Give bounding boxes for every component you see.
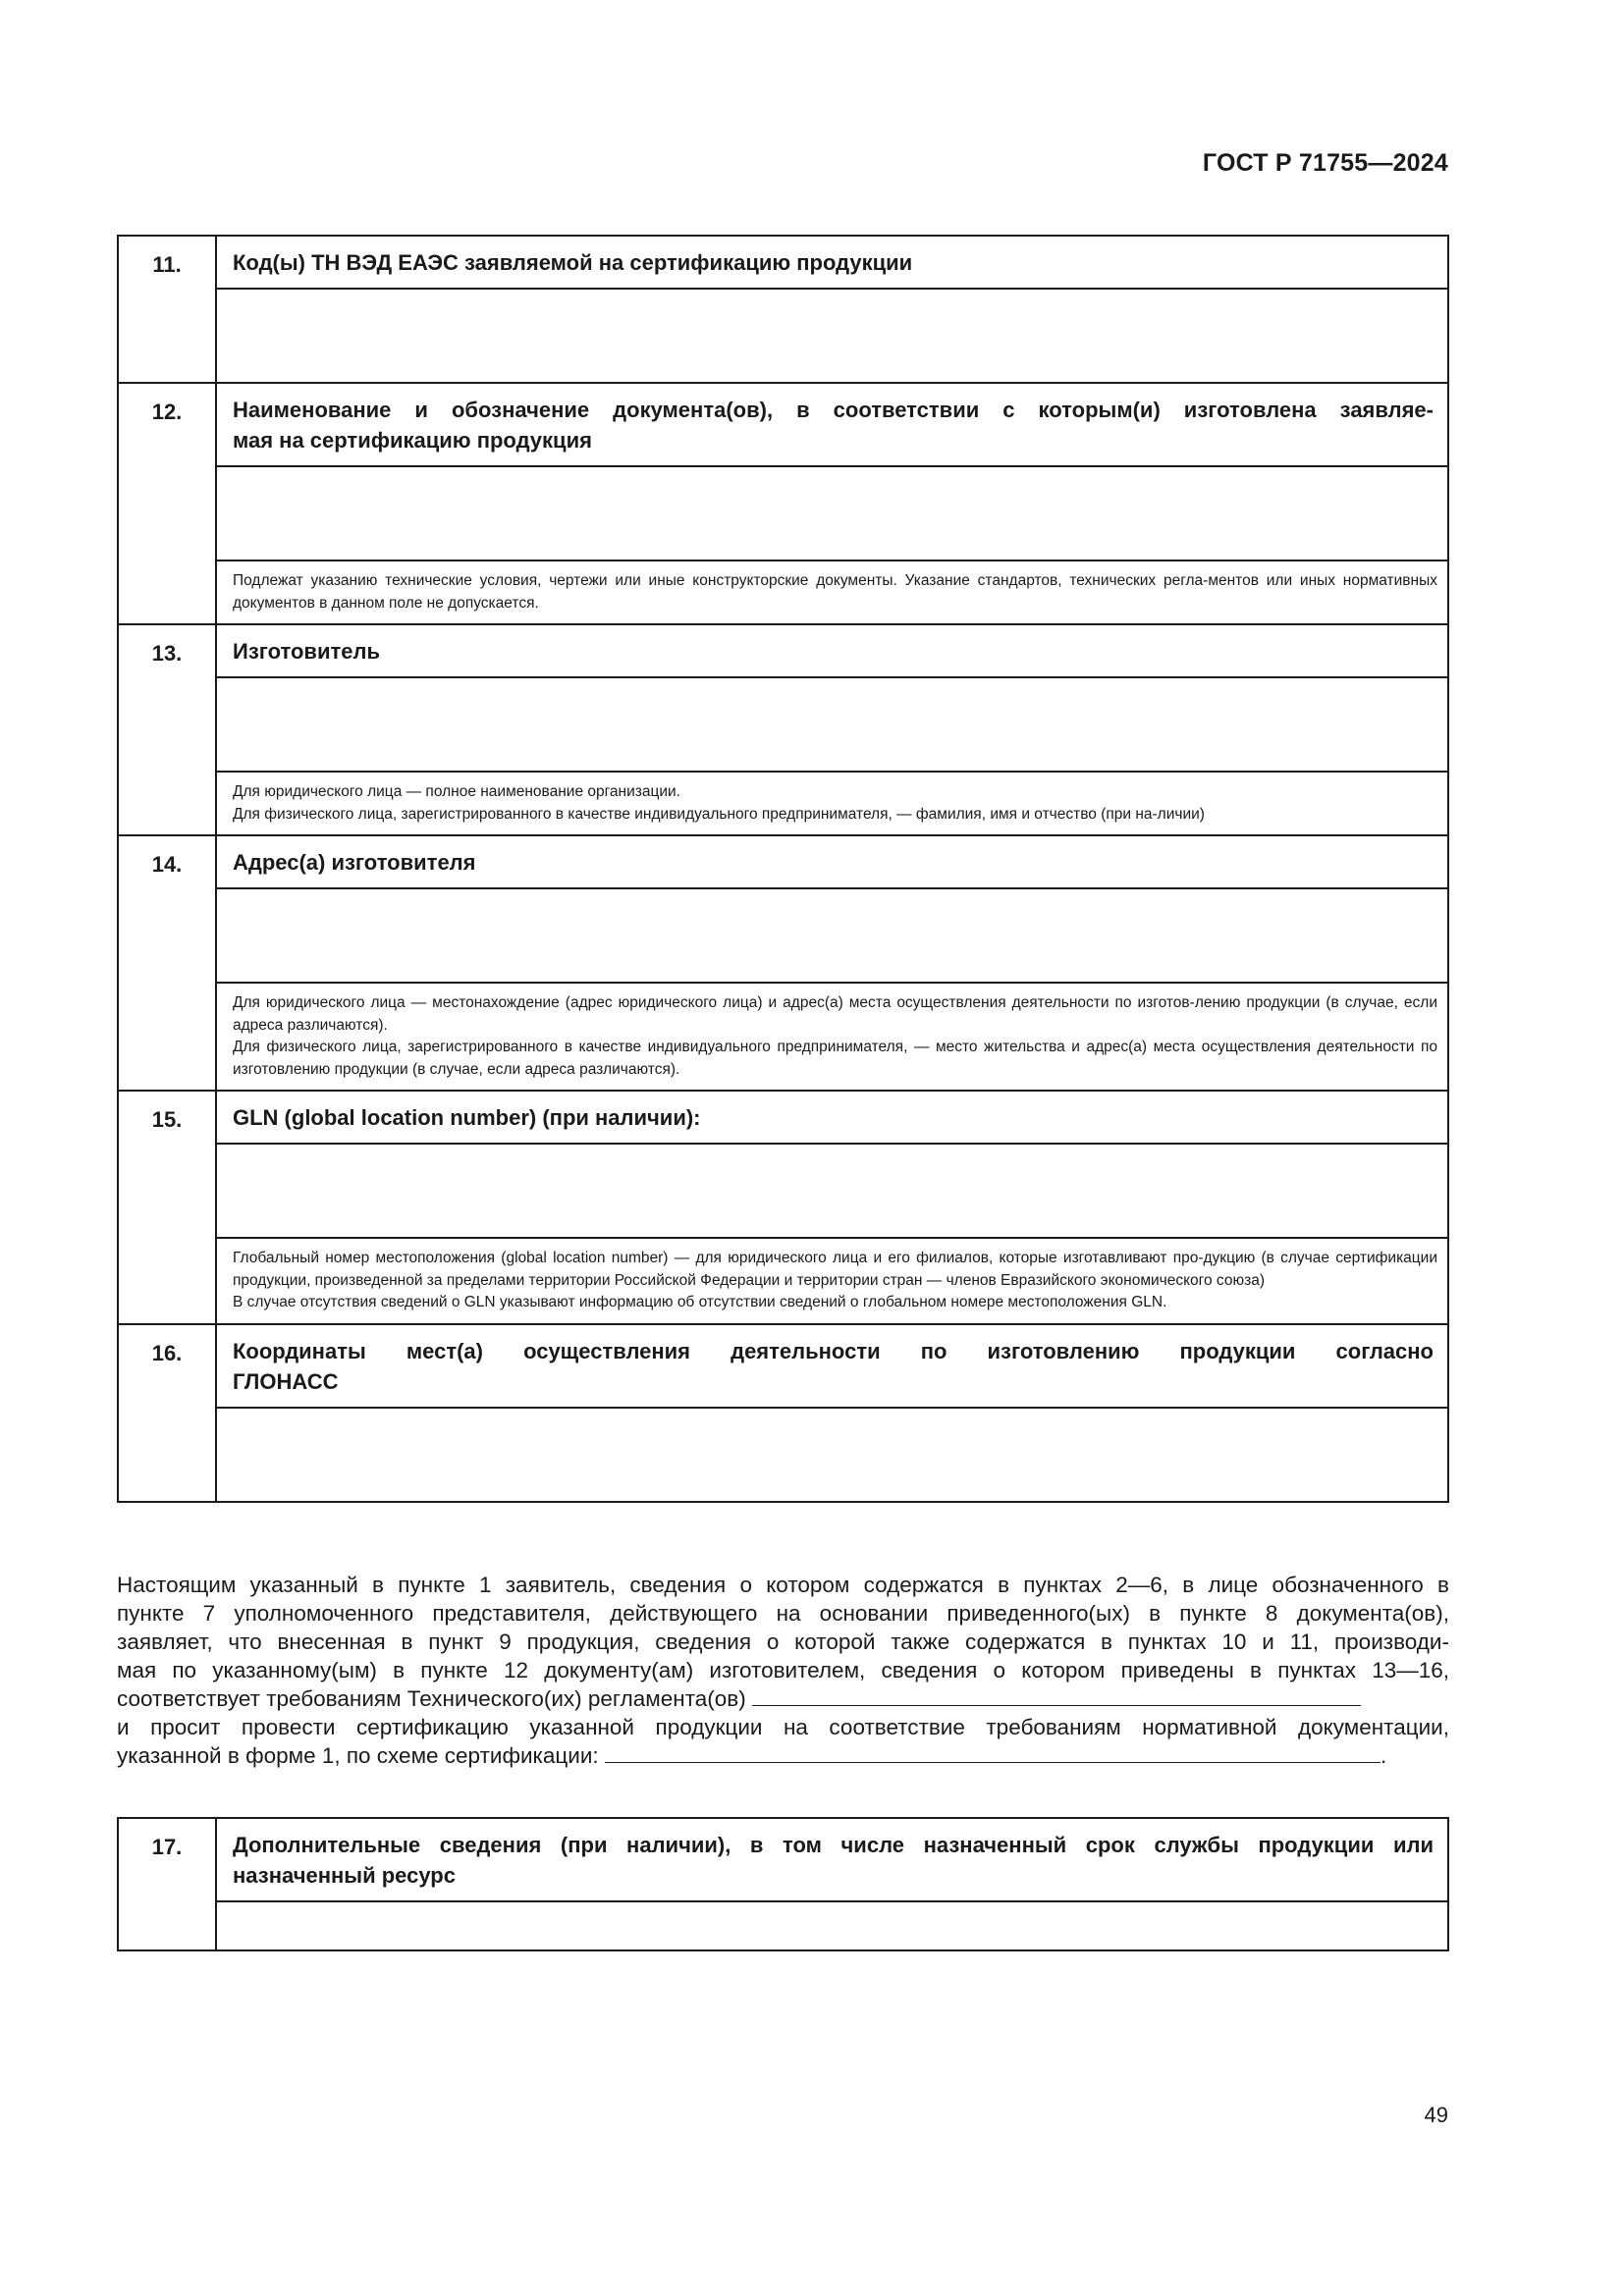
- row-note: Для юридического лица — полное наименование организации. Для физического лица, зарегистрированного в качестве индивидуального предпринимателя, — фамилия, имя и отчество (при на-личии): [216, 772, 1448, 835]
- row-number: 15.: [118, 1091, 216, 1324]
- row-number: 16.: [118, 1324, 216, 1502]
- row-number: 12.: [118, 383, 216, 624]
- row-title: Координаты мест(а) осуществления деятельности по изготовлению продукции согласно ГЛОНАСС: [216, 1324, 1448, 1408]
- row-12-header: [118, 383, 1448, 466]
- form-table-17: [117, 1817, 1449, 1951]
- declaration-statement: Настоящим указанный в пункте 1 заявитель, сведения о котором содержатся в пунктах 2—6, в лице обозначенного в пункте 7 уполномоченного представителя, действующего на основании приведенного(ых) в пункте 8 документа(ов), заявляет, что внесенная в пункт 9 продукция, сведения о которой также содержатся в пунктах 10 и 11, производи- мая по указанному(ым) в пункте 12 документу(ам) изготовителем, сведения о котором приведены в пунктах 13—16, соответствует требованиям Технического(их) регламента(ов) и просит провести сертификацию указанной продукции на соответствие требованиям нормативной документации, указанной в форме 1, по схеме сертификации: .: [117, 1573, 1449, 1768]
- form-table: [117, 235, 1449, 1503]
- field-additional-info[interactable]: [216, 1901, 1448, 1950]
- field-gln[interactable]: [216, 1144, 1448, 1238]
- row-17-header: [118, 1818, 1448, 1901]
- row-16-header: [118, 1324, 1448, 1408]
- field-documents[interactable]: [216, 466, 1448, 561]
- row-number: 13.: [118, 624, 216, 835]
- page-number: 49: [1424, 2103, 1448, 2127]
- row-title: Изготовитель: [216, 624, 1448, 677]
- row-number: 17.: [118, 1818, 216, 1950]
- tech-regulation-blank[interactable]: [752, 1684, 1361, 1706]
- row-title: Наименование и обозначение документа(ов), в соответствии с которым(и) изготовлена заявляе- мая на сертификацию продукция: [216, 383, 1448, 466]
- row-11-header: [118, 236, 1448, 289]
- row-title: Дополнительные сведения (при наличии), в том числе назначенный срок службы продукции или назначенный ресурс: [216, 1818, 1448, 1901]
- standard-code: ГОСТ Р 71755—2024: [1202, 149, 1448, 177]
- row-note: Подлежат указанию технические условия, чертежи или иные конструкторские документы. Указание стандартов, технических регла-ментов или иных нормативных документов в данном поле не допускается.: [216, 561, 1448, 624]
- row-13-header: [118, 624, 1448, 677]
- field-hs-codes[interactable]: [216, 289, 1448, 383]
- row-title: Адрес(а) изготовителя: [216, 835, 1448, 888]
- row-title: Код(ы) ТН ВЭД ЕАЭС заявляемой на сертификацию продукции: [216, 236, 1448, 289]
- field-glonass-coordinates[interactable]: [216, 1408, 1448, 1502]
- row-number: 11.: [118, 236, 216, 383]
- row-note: Для юридического лица — местонахождение (адрес юридического лица) и адрес(а) места осуществления деятельности по изготов-лению продукции (в случае, если адреса различаются). Для физического лица, зарегистрированного в качестве индивидуального предпринимателя, — место жительства и адрес(а) места осуществления деятельности по изготовлению продукции (в случае, если адреса различаются).: [216, 983, 1448, 1091]
- field-manufacturer-address[interactable]: [216, 888, 1448, 983]
- row-number: 14.: [118, 835, 216, 1091]
- row-note: Глобальный номер местоположения (global location number) — для юридического лица и его филиалов, которые изготавливают про-дукцию (в случае сертификации продукции, произведенной за пределами территории Российской Федерации и территории стран — членов Евразийского экономического союза) В случае отсутствия сведений о GLN указывают информацию об отсутствии сведений о глобальном номере местоположения GLN.: [216, 1238, 1448, 1324]
- row-14-header: [118, 835, 1448, 888]
- row-15-header: [118, 1091, 1448, 1144]
- field-manufacturer[interactable]: [216, 677, 1448, 772]
- certification-scheme-blank[interactable]: [605, 1741, 1380, 1763]
- row-title: GLN (global location number) (при наличии):: [216, 1091, 1448, 1144]
